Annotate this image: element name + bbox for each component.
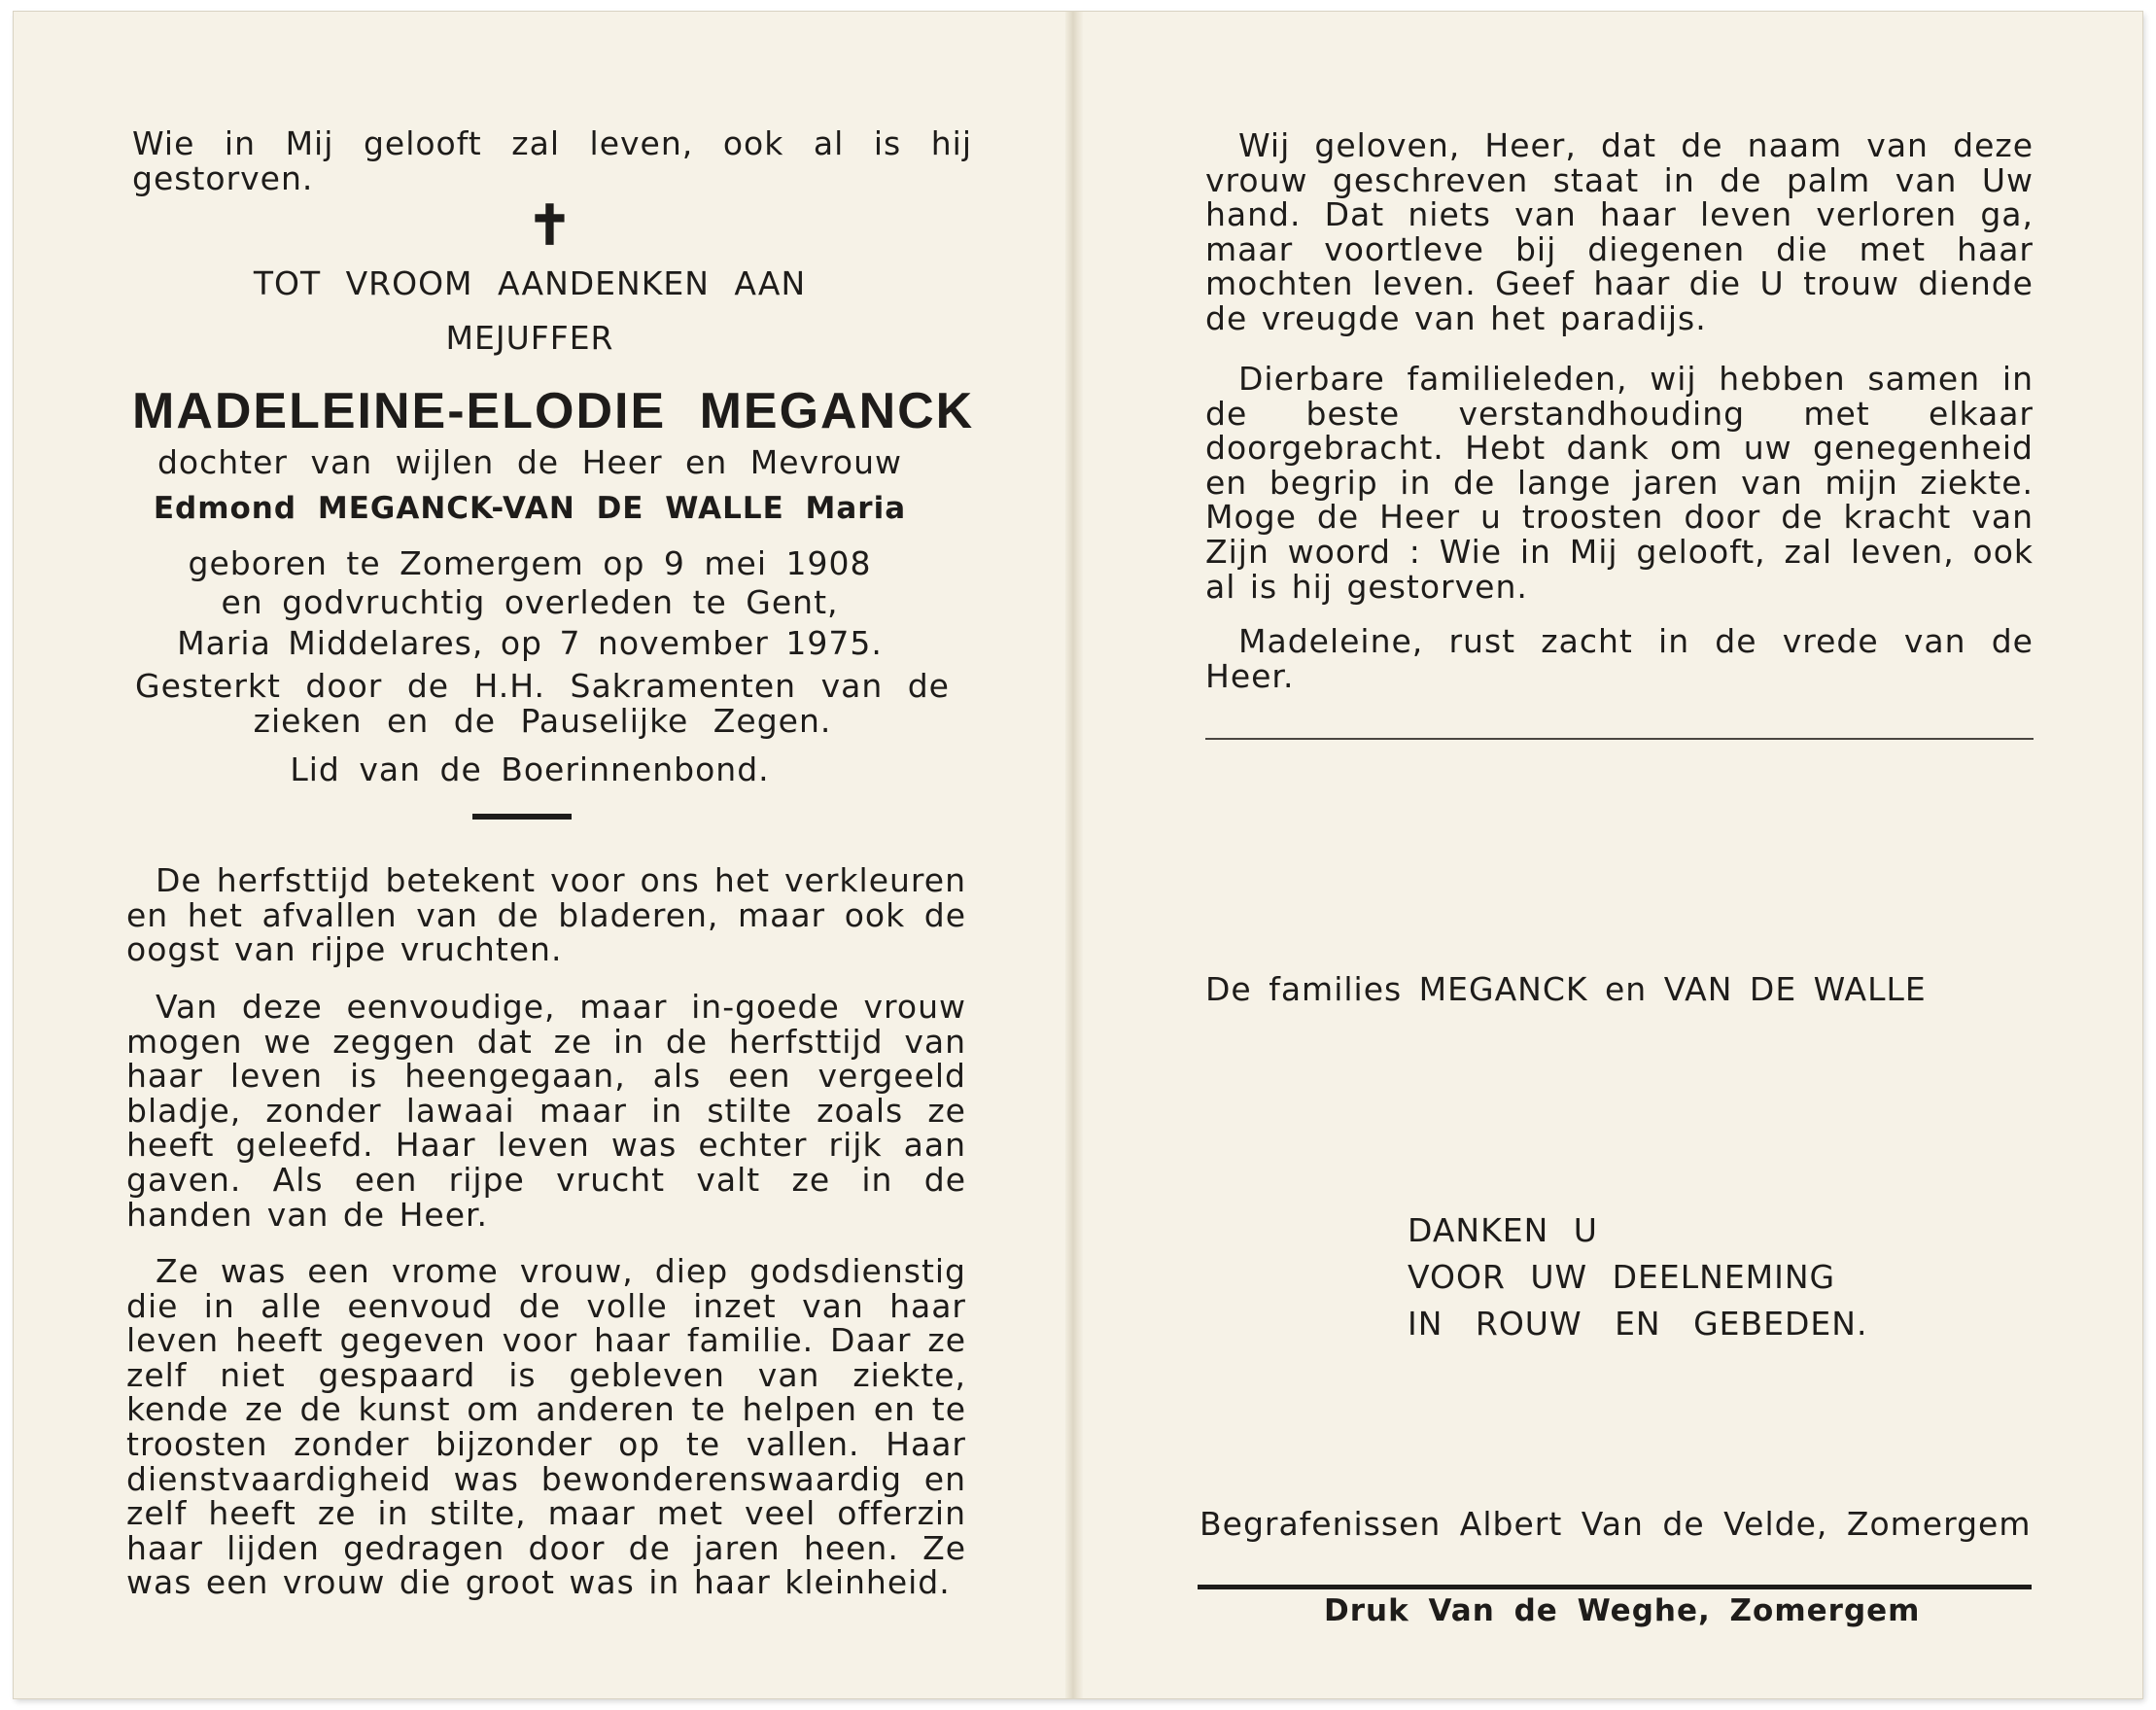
membership-text: Lid van de Boerinnenbond. (290, 750, 770, 788)
born-line-2: en godvruchtig overleden te Gent, (221, 583, 839, 621)
parent-line-1: dochter van wijlen de Heer en Mevrouw (156, 443, 903, 481)
cross-icon: ✝ (527, 193, 573, 258)
honorific: MEJUFFER (445, 319, 614, 357)
epigraph: Wie in Mij gelooft zal leven, ook al is hij gestorven. (132, 124, 972, 197)
bottom-rule (1198, 1585, 2032, 1589)
undertaker-text: Begrafenissen Albert Van de Velde, Zomergem (1200, 1505, 2032, 1543)
paragraph-simple-woman: Van deze eenvoudige, maar in-goede vrouw mogen we zeggen dat ze in de herfsttijd van haar leven is heengegaan, als een vergeeld bladje, zonder lawaai maar in stilte zoals ze heeft geleefd. Haar leven was echter rijk aan gaven. Als een rijpe vrucht valt ze in de handen van de Heer. (126, 988, 966, 1234)
thanks-line-3: IN ROUW EN GEBEDEN. (1408, 1305, 1868, 1343)
born-line-1: geboren te Zomergem op 9 mei 1908 (188, 544, 872, 582)
families-text: De families MEGANCK en VAN DE WALLE (1205, 970, 1927, 1008)
sacraments-text: Gesterkt door de H.H. Sakramenten van de zieken en de Pauselijke Zegen. (135, 667, 950, 740)
born-line-3: Maria Middelares, op 7 november 1975. (177, 624, 883, 662)
paragraph-autumn: De herfsttijd betekent voor ons het verkleuren en het afvallen van de bladeren, maar ook de oogst van rijpe vruchten. (126, 861, 966, 969)
left-separator (472, 814, 572, 820)
right-separator (1205, 738, 2034, 740)
thanks-line-1: DANKEN U (1408, 1211, 1598, 1249)
prayer-text: Wij geloven, Heer, dat de naam van deze vrouw geschreven staat in de palm van Uw hand. Dat niets van haar leven verloren ga, maar voortleve bij diegenen die met haar mochten leven. Geef haar die U trouw diende de vreugde van het paradijs. (1205, 126, 2034, 337)
card-fold (1065, 12, 1083, 1698)
right-panel (1083, 12, 2142, 1698)
memorial-heading: TOT VROOM AANDENKEN AAN (253, 264, 807, 302)
deceased-name: MADELEINE-ELODIE MEGANCK (132, 383, 975, 439)
thanks-line-2: VOOR UW DEELNEMING (1408, 1258, 1836, 1296)
parent-line-2: Edmond MEGANCK-VAN DE WALLE Maria (153, 491, 907, 526)
rest-text: Madeleine, rust zacht in de vrede van de Heer. (1205, 622, 2034, 695)
left-panel (14, 12, 1065, 1698)
paragraph-pious-woman: Ze was een vrome vrouw, diep godsdienstig die in alle eenvoud de volle inzet van haar leven heeft gegeven voor haar familie. Daar ze zelf niet gespaard is gebleven van ziekte, kende ze de kunst om anderen te helpen en te troosten zonder bijzonder op te vallen. Haar dienstvaardigheid was bewonderenswaardig en zelf heeft ze in stilte, maar met veel offerzin haar lijden gedragen door de jaren heen. Ze was een vrouw die groot was in haar kleinheid. (126, 1252, 966, 1602)
printer-text: Druk Van de Weghe, Zomergem (1324, 1593, 1921, 1628)
farewell-text: Dierbare familieleden, wij hebben samen in de beste verstandhouding met elkaar doorgebracht. Hebt dank om uw genegenheid en begrip in de lange jaren van mijn ziekte. Moge de Heer u troosten door de kracht van Zijn woord : Wie in Mij gelooft, zal leven, ook al is hij gestorven. (1205, 360, 2034, 606)
